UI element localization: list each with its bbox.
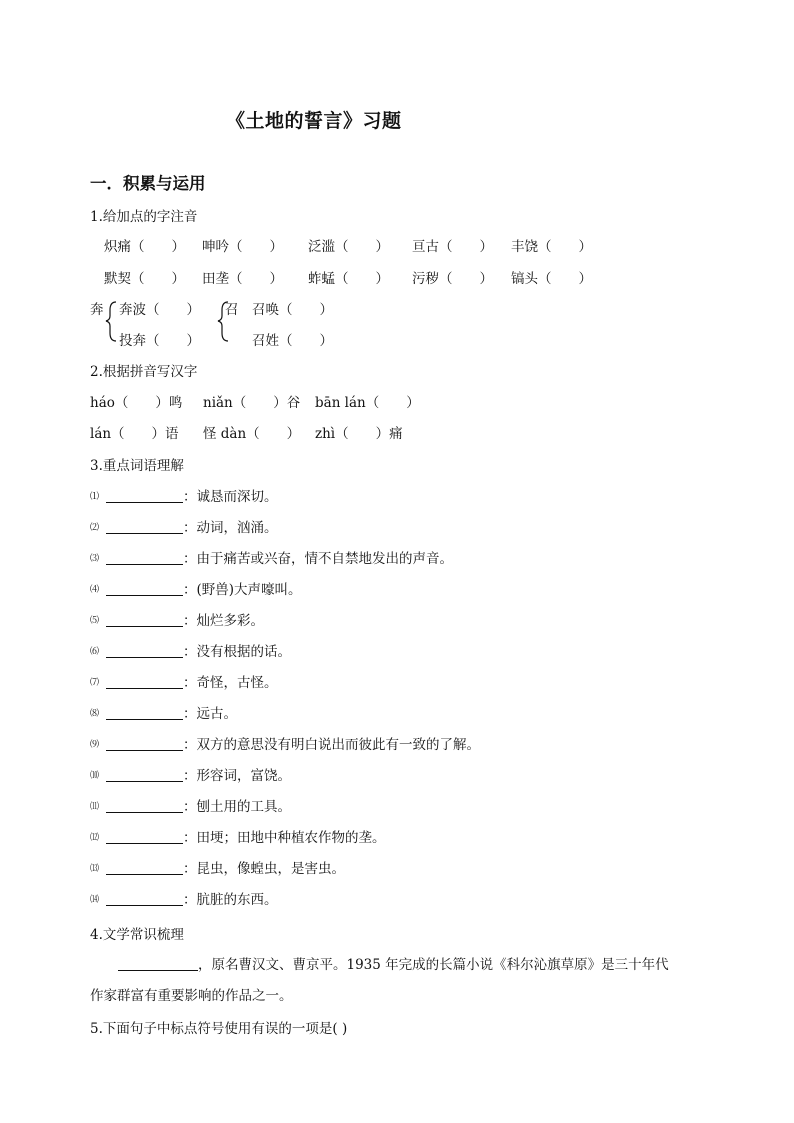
- answer-blank[interactable]: [106, 519, 183, 534]
- definition-item: [90, 518, 278, 538]
- word-item: 亘古（ ）: [412, 239, 493, 255]
- item-number: ⑵: [90, 523, 100, 533]
- word-item: 炽痛（ ）: [104, 239, 185, 255]
- answer-blank[interactable]: [118, 956, 198, 971]
- item-number: ⑾: [90, 802, 100, 812]
- definition-item: [90, 890, 278, 910]
- definition-item: [90, 673, 278, 693]
- definition-item: [90, 642, 291, 662]
- definition-text: ：远古。: [183, 706, 237, 722]
- word-item: 泛滥（ ）: [308, 239, 389, 255]
- word-item: 田垄（ ）: [202, 271, 283, 287]
- item-number: ⒀: [90, 864, 100, 874]
- definition-text: ：刨土用的工具。: [183, 799, 291, 815]
- definition-item: [90, 766, 291, 786]
- definition-text: ：形容词，富饶。: [183, 768, 291, 784]
- word-item: 丰饶（ ）: [511, 239, 592, 255]
- question-3-label: 3.重点词语理解: [90, 458, 184, 474]
- definition-item: [90, 611, 264, 631]
- pinyin-item: lán（ ）语: [90, 426, 179, 442]
- answer-blank[interactable]: [106, 736, 183, 751]
- answer-blank[interactable]: [106, 674, 183, 689]
- answer-blank[interactable]: [106, 798, 183, 813]
- item-number: ⑼: [90, 740, 100, 750]
- definition-text: ：由于痛苦或兴奋，情不自禁地发出的声音。: [183, 551, 453, 567]
- left-brace-ben: [106, 302, 116, 341]
- item-number: ⑿: [90, 833, 100, 843]
- definition-text: ：肮脏的东西。: [183, 892, 278, 908]
- item-number: ⑽: [90, 771, 100, 781]
- item-number: ⑷: [90, 585, 100, 595]
- item-number: ⑴: [90, 492, 100, 502]
- definition-text: ：田埂；田地中种植农作物的垄。: [183, 830, 386, 846]
- answer-blank[interactable]: [106, 891, 183, 906]
- ben-char: 奔: [90, 302, 104, 318]
- section-heading: 一．积累与运用: [90, 174, 206, 193]
- paragraph-text-1: ，原名曹汉文、曹京平。1935 年完成的长篇小说《科尔沁旗草原》是三十年代: [198, 957, 669, 973]
- definition-text: ：诚恳而深切。: [183, 489, 278, 505]
- pinyin-item: 怪 dàn（ ）: [203, 426, 301, 442]
- pinyin-item: bān lán（ ）: [315, 395, 420, 411]
- question-5-label: 5.下面句子中标点符号使用有误的一项是( ): [90, 1021, 348, 1037]
- definition-text: ：双方的意思没有明白说出而彼此有一致的了解。: [183, 737, 480, 753]
- question-4-label: 4.文学常识梳理: [90, 927, 184, 943]
- definition-text: ：动词，汹涌。: [183, 520, 278, 536]
- definition-item: [90, 487, 278, 507]
- zhao-item-1: 召唤（ ）: [252, 302, 333, 318]
- item-number: ⒁: [90, 895, 100, 905]
- answer-blank[interactable]: [106, 612, 183, 627]
- definition-text: ：昆虫，像蝗虫，是害虫。: [183, 861, 345, 877]
- answer-blank[interactable]: [106, 705, 183, 720]
- definition-item: [90, 549, 453, 569]
- answer-blank[interactable]: [106, 550, 183, 565]
- word-item: 镐头（ ）: [511, 271, 592, 287]
- pinyin-item: zhì（ ）痛: [315, 426, 403, 442]
- definition-text: ：灿烂多彩。: [183, 613, 264, 629]
- item-number: ⑺: [90, 678, 100, 688]
- definition-item: [90, 828, 386, 848]
- item-number: ⑶: [90, 554, 100, 564]
- definition-item: [90, 580, 302, 600]
- document-title: 《土地的誓言》习题: [226, 110, 402, 132]
- item-number: ⑸: [90, 616, 100, 626]
- question-1-label: 1.给加点的字注音: [90, 209, 198, 225]
- ben-item-2: 投奔（ ）: [119, 333, 200, 349]
- word-item: 呻吟（ ）: [202, 239, 283, 255]
- definition-text: ：奇怪，古怪。: [183, 675, 278, 691]
- zhao-char: 召: [225, 302, 239, 318]
- pinyin-item: háo（ ）鸣: [90, 395, 183, 411]
- word-item: 蚱蜢（ ）: [308, 271, 389, 287]
- word-item: 默契（ ）: [104, 271, 185, 287]
- definition-item: [90, 704, 237, 724]
- question-4-paragraph: [90, 950, 705, 1012]
- word-item: 污秽（ ）: [412, 271, 493, 287]
- answer-blank[interactable]: [106, 860, 183, 875]
- answer-blank[interactable]: [106, 643, 183, 658]
- definition-item: [90, 797, 291, 817]
- answer-blank[interactable]: [106, 581, 183, 596]
- definition-text: ：没有根据的话。: [183, 644, 291, 660]
- paragraph-text-2: 作家群富有重要影响的作品之一。: [90, 988, 293, 1004]
- answer-blank[interactable]: [106, 488, 183, 503]
- item-number: ⑻: [90, 709, 100, 719]
- definition-item: [90, 735, 480, 755]
- question-2-label: 2.根据拼音写汉字: [90, 364, 198, 380]
- definition-item: [90, 859, 345, 879]
- answer-blank[interactable]: [106, 767, 183, 782]
- item-number: ⑹: [90, 647, 100, 657]
- answer-blank[interactable]: [106, 829, 183, 844]
- ben-item-1: 奔波（ ）: [119, 302, 200, 318]
- definition-text: ：(野兽)大声嚎叫。: [183, 582, 302, 598]
- pinyin-item: niǎn（ ）谷: [203, 395, 301, 411]
- zhao-item-2: 召姓（ ）: [252, 333, 333, 349]
